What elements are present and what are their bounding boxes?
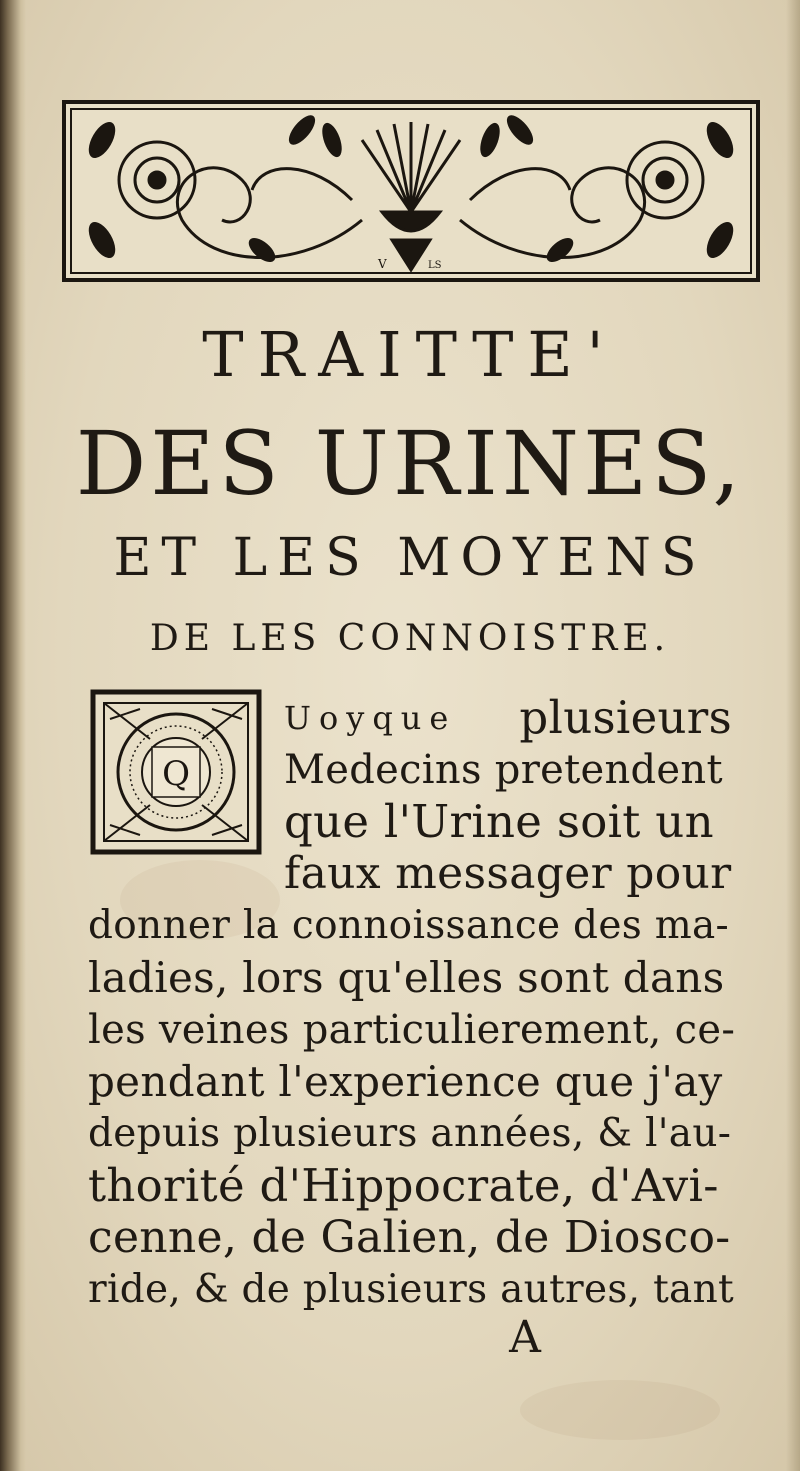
title-line-3: ET LES MOYENS bbox=[113, 528, 707, 588]
line-text: plusieurs bbox=[519, 691, 732, 744]
signature-mark: A bbox=[509, 1312, 541, 1363]
paper-stain bbox=[520, 1380, 720, 1440]
first-word: Uoyque bbox=[284, 699, 457, 737]
title-line-2: DES URINES, bbox=[75, 412, 745, 515]
text-line: faux messager pour bbox=[284, 848, 732, 899]
title-line-1: TRAITTE' bbox=[202, 318, 618, 391]
text-line bbox=[284, 692, 732, 744]
text-line: Medecins pretendent bbox=[284, 747, 723, 793]
ornamental-initial-icon bbox=[90, 689, 262, 855]
text-line: thorité d'Hippocrate, d'Avi- bbox=[88, 1159, 719, 1212]
text-line: cenne, de Galien, de Diosco- bbox=[88, 1212, 731, 1263]
text-line: les veines particulierement, ce- bbox=[88, 1007, 736, 1053]
drop-cap bbox=[90, 689, 262, 855]
text-line: pendant l'experience que j'ay bbox=[88, 1057, 723, 1106]
decorative-headpiece bbox=[62, 100, 760, 284]
page-edge bbox=[786, 0, 800, 1471]
text-line: donner la connoissance des ma- bbox=[88, 903, 730, 948]
text-line: depuis plusieurs années, & l'au- bbox=[88, 1111, 732, 1156]
text-line: que l'Urine soit un bbox=[284, 795, 714, 848]
text-line: ride, & de plusieurs autres, tant bbox=[88, 1267, 734, 1312]
headpiece-initial: LS bbox=[428, 260, 442, 271]
headpiece-initial: V bbox=[378, 257, 387, 271]
text-line: ladies, lors qu'elles sont dans bbox=[88, 953, 725, 1002]
title-line-4: DE LES CONNOISTRE. bbox=[149, 618, 671, 659]
drop-cap-letter: Q bbox=[162, 754, 190, 794]
binding-shadow bbox=[0, 0, 26, 1471]
headpiece-ornament-icon bbox=[62, 100, 760, 284]
